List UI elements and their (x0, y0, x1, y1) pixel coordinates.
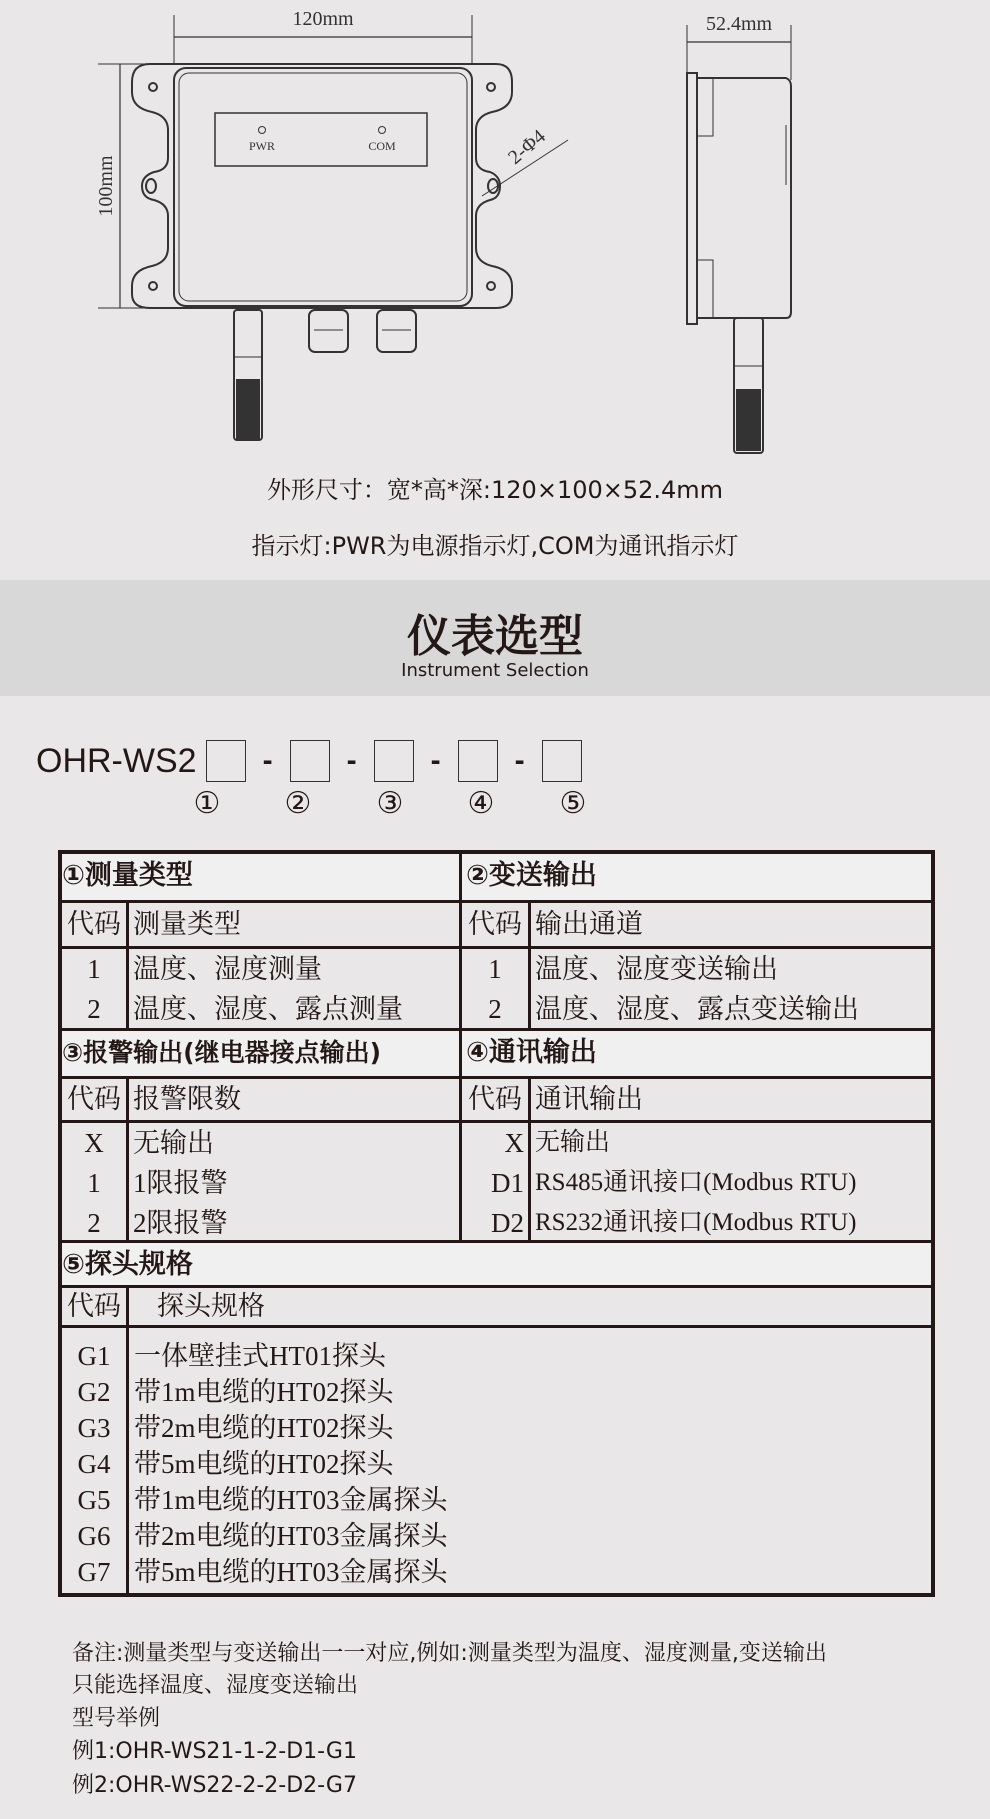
option-cell: 带2m电缆的HT02探头 (134, 1413, 394, 1443)
option-cell: 带2m电缆的HT03金属探头 (134, 1521, 448, 1551)
pwr-led-label: PWR (248, 139, 276, 153)
slot-number: ① (193, 786, 221, 821)
option-cell: 带5m电缆的HT03金属探头 (134, 1557, 448, 1587)
note-line: 型号举例 (72, 1706, 161, 1731)
code-header: 代码 (462, 1079, 531, 1120)
code-cell: G2 (77, 1377, 111, 1407)
slot-number: ③ (376, 786, 404, 821)
code-cell: X (84, 1128, 104, 1158)
dimensions-caption: 外形尺寸：宽*高*深:120×100×52.4mm (266, 476, 724, 504)
section-5-title: ⑤探头规格 (62, 1249, 193, 1280)
code-cell: G3 (77, 1413, 111, 1443)
code-cell: 2 (87, 1208, 101, 1238)
model-prefix: OHR-WS2 (36, 741, 197, 780)
section-2-column-header: 输出通道 (535, 909, 643, 939)
code-cell: D1 (491, 1168, 524, 1198)
option-cell: 温度、湿度测量 (133, 954, 322, 984)
option-cell: 温度、湿度、露点测量 (133, 994, 403, 1024)
example-line: 例1:OHR-WS21-1-2-D1-G1 (72, 1739, 357, 1764)
separator: - (262, 744, 273, 777)
example-line: 例2:OHR-WS22-2-2-D2-G7 (72, 1773, 357, 1798)
section-2-title: ②变送输出 (466, 860, 597, 891)
option-cell: RS232通讯接口(Modbus RTU) (535, 1209, 857, 1236)
code-header: 代码 (462, 903, 531, 946)
section-1-column-header: 测量类型 (129, 903, 462, 946)
slot-box (290, 740, 330, 782)
section-3-title: ③报警输出(继电器接点输出) (62, 1031, 462, 1076)
section-4-column-header: 通讯输出 (535, 1084, 643, 1114)
depth-dimension-label: 52.4mm (705, 13, 773, 35)
code-cell: D2 (491, 1208, 524, 1238)
slot-number: ② (284, 786, 312, 821)
code-cell: G4 (77, 1449, 111, 1479)
device-drawing (0, 0, 990, 470)
note-line: 备注:测量类型与变送输出一一对应,例如:测量类型为温度、湿度测量,变送输出 (72, 1641, 827, 1666)
width-dimension-label: 120mm (292, 8, 354, 30)
separator: - (514, 744, 525, 777)
hole-dimension-label: 2-Φ4 (504, 125, 550, 169)
code-header: 代码 (62, 1079, 129, 1120)
option-cell: 一体壁挂式HT01探头 (134, 1341, 386, 1371)
code-header: 代码 (62, 903, 129, 946)
option-cell: 无输出 (535, 1129, 611, 1156)
separator: - (346, 744, 357, 777)
code-cell: G6 (77, 1521, 111, 1551)
slot-box (374, 740, 414, 782)
height-dimension-label: 100mm (95, 155, 117, 217)
section-4-title: ④通讯输出 (466, 1037, 597, 1068)
note-line: 只能选择温度、湿度变送输出 (72, 1673, 359, 1698)
slot-number: ⑤ (559, 786, 587, 821)
code-cell: 1 (87, 1168, 101, 1198)
code-cell: G7 (77, 1557, 111, 1587)
code-cell: 2 (87, 994, 101, 1024)
option-cell: 温度、湿度、露点变送输出 (535, 994, 859, 1024)
option-cell: 温度、湿度变送输出 (535, 954, 778, 984)
slot-number: ④ (467, 786, 495, 821)
option-cell: 2限报警 (133, 1208, 228, 1238)
slot-box (542, 740, 582, 782)
code-cell: 1 (87, 954, 101, 984)
option-cell: RS485通讯接口(Modbus RTU) (535, 1169, 857, 1196)
slot-box (206, 740, 246, 782)
section-5-column-header: 探头规格 (157, 1291, 265, 1321)
model-code-template (36, 740, 591, 782)
option-cell: 带5m电缆的HT02探头 (134, 1449, 394, 1479)
code-header: 代码 (62, 1288, 129, 1325)
selection-table (58, 850, 935, 1597)
section-title: 仪表选型 (407, 611, 583, 662)
code-cell: G1 (77, 1341, 111, 1371)
slot-box (458, 740, 498, 782)
section-3-column-header: 报警限数 (129, 1079, 462, 1120)
option-cell: 1限报警 (133, 1168, 228, 1198)
indicators-caption: 指示灯:PWR为电源指示灯,COM为通讯指示灯 (251, 532, 739, 560)
code-cell: X (504, 1128, 524, 1158)
option-cell: 带1m电缆的HT03金属探头 (134, 1485, 448, 1515)
code-cell: 2 (488, 994, 502, 1024)
com-led-label: COM (368, 139, 396, 153)
separator: - (430, 744, 441, 777)
option-cell: 无输出 (133, 1128, 214, 1158)
section-1-title: ①测量类型 (62, 854, 462, 900)
code-cell: 1 (488, 954, 502, 984)
option-cell: 带1m电缆的HT02探头 (134, 1377, 394, 1407)
section-subtitle: Instrument Selection (401, 660, 589, 681)
code-cell: G5 (77, 1485, 111, 1515)
